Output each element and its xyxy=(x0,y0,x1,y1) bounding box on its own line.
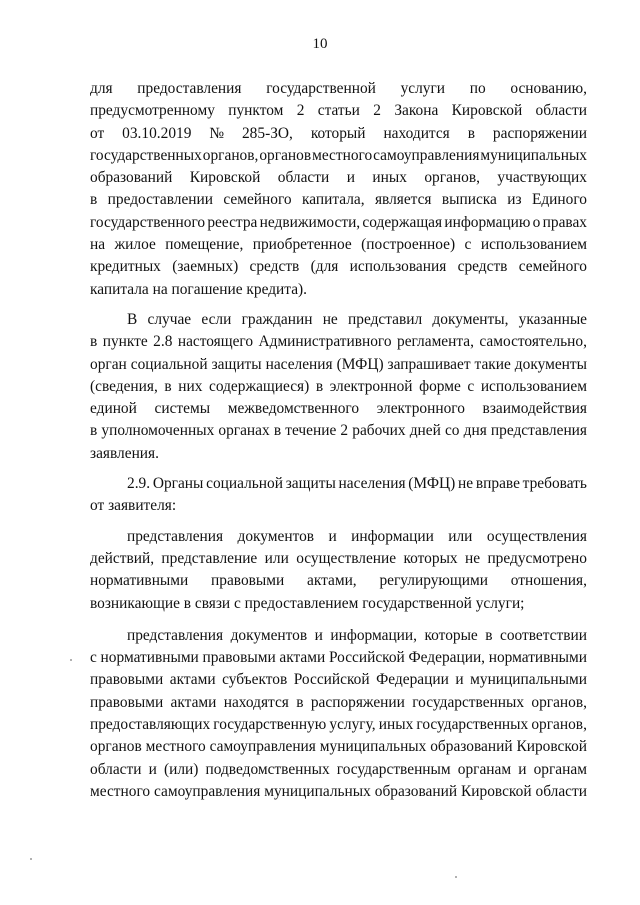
text-line: В случае если гражданин не представил документы, указанные xyxy=(127,310,587,328)
text-line: представления документов и информации, которые в соответствии xyxy=(127,626,587,644)
text-line: области и (или) подведомственных государственным органам и органам xyxy=(90,760,587,778)
text-line: капитала на погашение кредита). xyxy=(90,280,307,298)
text-line: органов местного самоуправления муниципальных образований Кировской xyxy=(90,738,587,756)
text-line: предоставляющих государственную услугу, иных государственных органов, xyxy=(90,716,587,734)
document-body xyxy=(90,78,587,803)
text-line: правовыми актами субъектов Российской Федерации и муниципальными xyxy=(90,671,587,689)
paragraph-2 xyxy=(90,309,587,465)
paragraph-4 xyxy=(90,526,587,615)
text-line: государственного реестра недвижимости, содержащая информацию о правах xyxy=(90,213,587,231)
text-line: 2.9. Органы социальной защиты населения (МФЦ) не вправе требовать xyxy=(127,475,587,493)
paragraph-2-9 xyxy=(90,473,587,518)
text-line: нормативными правовыми актами, регулирующими отношения, xyxy=(90,572,587,590)
text-line: орган социальной защиты населения (МФЦ) запрашивает такие документы xyxy=(90,355,587,373)
page-number: 10 xyxy=(312,36,328,52)
text-line: от заявителя: xyxy=(90,497,177,515)
text-line: в уполномоченных органах в течение 2 рабочих дней со дня представления xyxy=(90,422,587,440)
text-line: представления документов и информации или осуществления xyxy=(127,527,587,545)
scan-speck xyxy=(455,876,457,878)
text-line: образований Кировской области и иных органов, участвующих xyxy=(90,169,587,187)
text-line: заявления. xyxy=(90,444,159,462)
text-line: от 03.10.2019 № 285-ЗО, который находится в распоряжении xyxy=(90,124,587,142)
text-line: возникающие в связи с предоставлением государственной услуги; xyxy=(90,594,525,612)
text-line: для предоставления государственной услуги по основанию, xyxy=(90,80,587,97)
text-line: местного самоуправления муниципальных образований Кировской области xyxy=(90,782,587,800)
text-line: действий, представление или осуществление которых не предусмотрено xyxy=(90,549,587,567)
text-line: в предоставлении семейного капитала, является выписка из Единого xyxy=(90,191,587,209)
paragraph-1 xyxy=(90,78,587,301)
text-line: государственных органов, органов местного самоуправления муниципальных xyxy=(90,146,587,164)
text-line: (сведения, в них содержащиеся) в электронной форме с использованием xyxy=(90,377,587,395)
text-line: с нормативными правовыми актами Российской Федерации, нормативными xyxy=(90,649,587,667)
text-line: в пункте 2.8 настоящего Административного регламента, самостоятельно, xyxy=(90,333,587,351)
scan-speck xyxy=(30,858,32,860)
text-line: на жилое помещение, приобретенное (построенное) с использованием xyxy=(90,236,587,254)
text-line: кредитных (заемных) средств (для использования средств семейного xyxy=(90,258,587,276)
paragraph-5 xyxy=(90,625,587,803)
text-line: правовыми актами находятся в распоряжении государственных органов, xyxy=(90,693,587,711)
text-line: предусмотренному пунктом 2 статьи 2 Закона Кировской области xyxy=(90,102,587,120)
text-line: единой системы межведомственного электронного взаимодействия xyxy=(90,400,587,418)
scan-speck xyxy=(70,659,72,661)
